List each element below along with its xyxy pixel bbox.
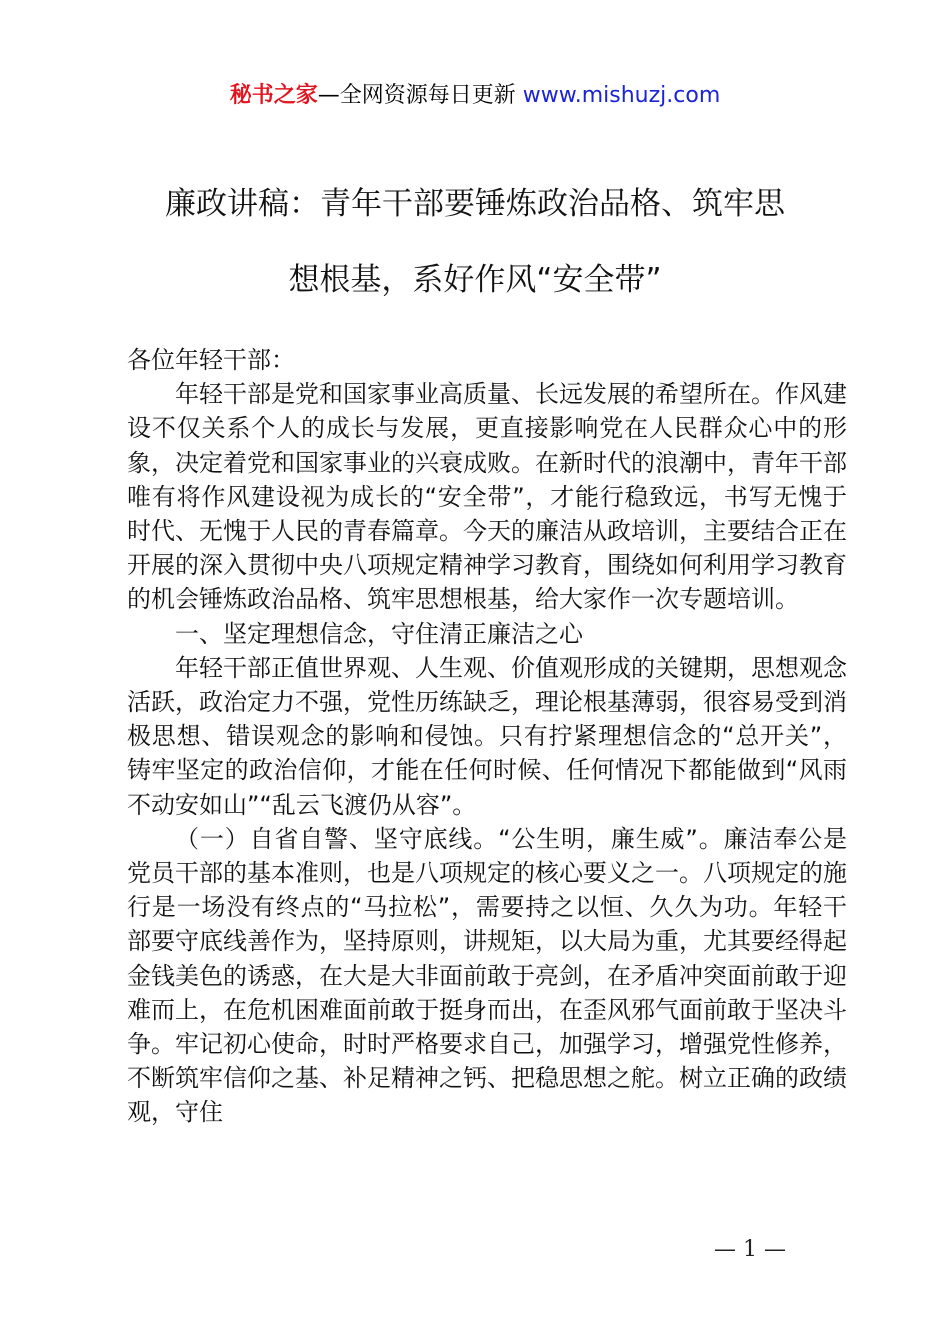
document-body [127, 343, 847, 1130]
page-number: — 1 — [714, 1237, 786, 1262]
title-line-1: 廉政讲稿：青年干部要锤炼政治品格、筑牢思 [165, 186, 785, 222]
paragraph-section-1: 年轻干部正值世界观、人生观、价值观形成的关键期，思想观念活跃，政治定力不强，党性历练缺乏，理论根基薄弱，很容易受到消极思想、错误观念的影响和侵蚀。只有拧紧理想信念的“总开关”，铸牢坚定的政治信仰，才能在任何时候、任何情况下都能做到“风雨不动安如山”“乱云飞渡仍从容”。 [127, 653, 847, 819]
site-header [0, 80, 950, 112]
site-url-link[interactable]: www.mishuzj.com [522, 83, 721, 108]
document-title [100, 180, 850, 304]
salutation: 各位年轻干部： [127, 346, 295, 374]
paragraph-subsection-1: （一）自省自警、坚守底线。“公生明，廉生威”。廉洁奉公是党员干部的基本准则，也是八项规定的核心要义之一。八项规定的施行是一场没有终点的“马拉松”，需要持之以恒、久久为功。年轻干部要守底线善作为，坚持原则，讲规矩，以大局为重，尤其要经得起金钱美色的诱惑，在大是大非面前敢于亮剑，在矛盾冲突面前敢于迎难而上，在危机困难面前敢于挺身而出，在歪风邪气面前敢于坚决斗争。牢记初心使命，时时严格要求自己，加强学习，增强党性修养，不断筑牢信仰之基、补足精神之钙、把稳思想之舵。树立正确的政绩观，守住 [127, 824, 847, 1127]
brand-name: 秘书之家 [229, 83, 318, 108]
title-line-2: 想根基，系好作风“安全带” [288, 262, 662, 298]
header-tagline: —全网资源每日更新 [317, 83, 516, 108]
section-heading-1: 一、坚定理想信念，守住清正廉洁之心 [175, 619, 583, 648]
paragraph-intro: 年轻干部是党和国家事业高质量、长远发展的希望所在。作风建设不仅关系个人的成长与发展，更直接影响党在人民群众心中的形象，决定着党和国家事业的兴衰成败。在新时代的浪潮中，青年干部唯有将作风建设视为成长的“安全带”，才能行稳致远，书写无愧于时代、无愧于人民的青春篇章。今天的廉洁从政培训，主要结合正在开展的深入贯彻中央八项规定精神学习教育，围绕如何利用学习教育的机会锤炼政治品格、筑牢思想根基，给大家作一次专题培训。 [127, 380, 847, 614]
